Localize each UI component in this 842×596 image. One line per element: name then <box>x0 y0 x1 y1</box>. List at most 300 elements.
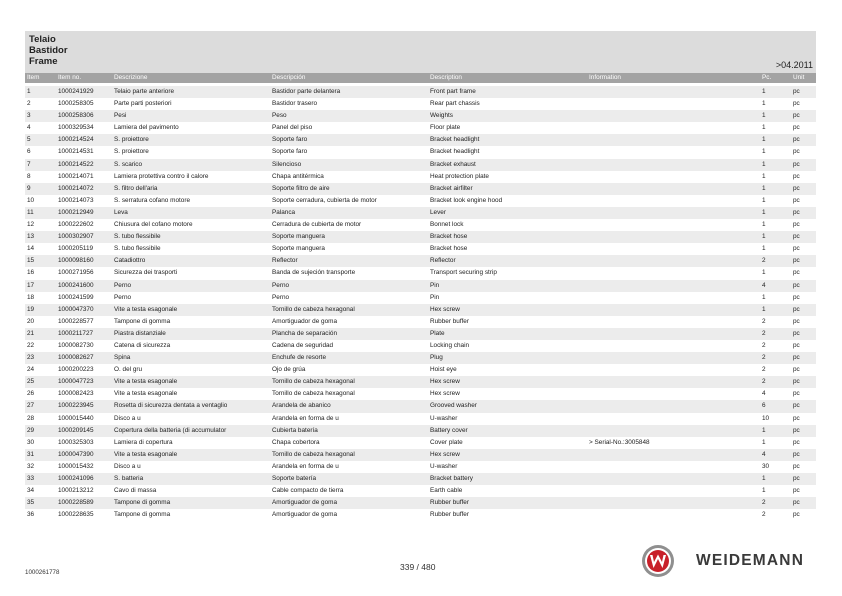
col-description-it: Descrizione <box>114 74 148 81</box>
cell-description-en: Grooved washer <box>430 402 477 410</box>
cell-description-en: Hex screw <box>430 305 460 313</box>
cell-item-no: 1000241600 <box>58 281 94 289</box>
cell-item: 29 <box>27 426 35 434</box>
cell-description-en: Bracket look engine hood <box>430 196 503 204</box>
cell-pieces: 1 <box>762 124 766 132</box>
cell-description-it: Disco a u <box>114 462 141 470</box>
cell-description-en: Battery cover <box>430 426 468 434</box>
cell-description-en: Lever <box>430 208 446 216</box>
cell-description-en: Hoist eye <box>430 366 457 374</box>
cell-unit: pc <box>793 196 800 204</box>
cell-description-es: Amortiguador de goma <box>272 511 338 519</box>
cell-item-no: 1000015432 <box>58 462 94 470</box>
cell-pieces: 2 <box>762 257 766 265</box>
cell-item: 22 <box>27 341 35 349</box>
cell-pieces: 1 <box>762 148 766 156</box>
cell-item-no: 1000214072 <box>58 184 94 192</box>
cell-pieces: 1 <box>762 221 766 229</box>
cell-unit: pc <box>793 341 800 349</box>
cell-pieces: 1 <box>762 112 766 120</box>
table-row <box>25 352 816 364</box>
cell-pieces: 1 <box>762 136 766 144</box>
cell-description-it: Parte parti posteriori <box>114 100 172 108</box>
col-description-en: Description <box>430 74 462 81</box>
cell-description-es: Cubierta batería <box>272 426 318 434</box>
cell-item: 35 <box>27 499 35 507</box>
cell-description-en: Plate <box>430 329 445 337</box>
col-information: Information <box>589 74 621 81</box>
table-row <box>25 316 816 328</box>
cell-description-en: Hex screw <box>430 450 460 458</box>
cell-item: 12 <box>27 221 35 229</box>
cell-description-it: S. filtro dell'aria <box>114 184 158 192</box>
cell-item-no: 1000325303 <box>58 438 94 446</box>
cell-unit: pc <box>793 269 800 277</box>
table-row <box>25 267 816 279</box>
cell-item-no: 1000082730 <box>58 341 94 349</box>
cell-unit: pc <box>793 172 800 180</box>
table-row <box>25 171 816 183</box>
weidemann-w-emblem-icon <box>640 543 676 579</box>
table-row <box>25 413 816 425</box>
cell-unit: pc <box>793 160 800 168</box>
table-row <box>25 304 816 316</box>
cell-description-es: Bastidor parte delantera <box>272 88 341 95</box>
cell-unit: pc <box>793 329 800 337</box>
cell-item: 32 <box>27 462 35 470</box>
cell-item-no: 1000241599 <box>58 293 94 301</box>
cell-description-en: Bonnet lock <box>430 221 464 229</box>
cell-pieces: 1 <box>762 88 766 95</box>
table-row <box>25 461 816 473</box>
cell-item: 27 <box>27 402 35 410</box>
cell-item: 19 <box>27 305 35 313</box>
cell-pieces: 1 <box>762 160 766 168</box>
table-row <box>25 255 816 267</box>
cell-item-no: 1000047723 <box>58 378 94 386</box>
cell-pieces: 1 <box>762 426 766 434</box>
cell-unit: pc <box>793 184 800 192</box>
table-row <box>25 207 816 219</box>
col-pieces: Pc. <box>762 74 772 81</box>
table-row <box>25 400 816 412</box>
cell-unit: pc <box>793 257 800 265</box>
cell-pieces: 2 <box>762 366 766 374</box>
cell-description-en: Bracket hose <box>430 233 468 241</box>
cell-pieces: 2 <box>762 378 766 386</box>
cell-description-it: Telaio parte anteriore <box>114 88 175 95</box>
cell-description-en: Pin <box>430 281 440 289</box>
cell-unit: pc <box>793 281 800 289</box>
cell-item: 15 <box>27 257 35 265</box>
cell-description-it: Catena di sicurezza <box>114 341 171 349</box>
cell-description-es: Chapa antitérmica <box>272 172 324 180</box>
table-row <box>25 195 816 207</box>
cell-description-it: S. tubo flessibile <box>114 245 161 253</box>
cell-unit: pc <box>793 475 800 482</box>
table-row <box>25 292 816 304</box>
cell-pieces: 30 <box>762 462 770 470</box>
cell-description-it: Perno <box>114 293 132 301</box>
cell-description-es: Arandela de abanico <box>272 402 331 410</box>
cell-description-it: O. del gru <box>114 366 143 374</box>
cell-information: > Serial-No.:3005848 <box>589 438 650 446</box>
cell-description-en: Transport securing strip <box>430 269 497 277</box>
cell-item-no: 1000205119 <box>58 245 94 253</box>
cell-description-it: Piastra distanziale <box>114 329 166 337</box>
cell-item-no: 1000302907 <box>58 233 94 241</box>
cell-item-no: 1000047390 <box>58 450 94 458</box>
cell-description-es: Arandela en forma de u <box>272 462 339 470</box>
table-row <box>25 449 816 461</box>
cell-item-no: 1000329534 <box>58 124 94 132</box>
table-row <box>25 280 816 292</box>
cell-unit: pc <box>793 426 800 434</box>
cell-item: 30 <box>27 438 35 446</box>
cell-description-es: Perno <box>272 293 290 301</box>
cell-pieces: 1 <box>762 269 766 277</box>
table-row <box>25 122 816 134</box>
cell-item: 5 <box>27 136 31 144</box>
table-row <box>25 425 816 437</box>
cell-description-it: Chiusura del cofano motore <box>114 221 193 229</box>
cell-item-no: 1000214073 <box>58 196 94 204</box>
cell-description-es: Soporte batería <box>272 475 317 482</box>
cell-pieces: 1 <box>762 245 766 253</box>
cell-item: 13 <box>27 233 35 241</box>
cell-description-es: Tornillo de cabeza hexagonal <box>272 390 355 398</box>
cell-description-es: Soporte manguera <box>272 233 325 241</box>
cell-description-en: Front part frame <box>430 88 476 95</box>
cell-description-it: Vite a testa esagonale <box>114 378 178 386</box>
cell-item-no: 1000200223 <box>58 366 94 374</box>
cell-description-es: Peso <box>272 112 287 120</box>
cell-unit: pc <box>793 88 800 95</box>
cell-item-no: 1000214524 <box>58 136 94 144</box>
cell-description-it: Perno <box>114 281 132 289</box>
parts-table <box>25 86 816 521</box>
cell-description-en: U-washer <box>430 462 458 470</box>
cell-pieces: 1 <box>762 184 766 192</box>
cell-description-en: Plug <box>430 354 443 362</box>
cell-item: 16 <box>27 269 35 277</box>
cell-unit: pc <box>793 208 800 216</box>
cell-description-en: Bracket exhaust <box>430 160 476 168</box>
table-row <box>25 509 816 521</box>
cell-item-no: 1000258305 <box>58 100 94 108</box>
cell-description-en: Bracket battery <box>430 475 473 482</box>
cell-item: 26 <box>27 390 35 398</box>
cell-description-it: Cavo di massa <box>114 487 157 495</box>
cell-pieces: 2 <box>762 499 766 507</box>
cell-pieces: 1 <box>762 293 766 301</box>
cell-description-en: Rubber buffer <box>430 511 469 519</box>
cell-unit: pc <box>793 293 800 301</box>
cell-unit: pc <box>793 245 800 253</box>
cell-item: 2 <box>27 100 31 108</box>
cell-description-es: Soporte faro <box>272 148 308 156</box>
cell-unit: pc <box>793 499 800 507</box>
table-row <box>25 364 816 376</box>
cell-description-it: Vite a testa esagonale <box>114 390 178 398</box>
cell-item-no: 1000047370 <box>58 305 94 313</box>
cell-pieces: 1 <box>762 208 766 216</box>
cell-description-it: Catadiottro <box>114 257 146 265</box>
title-spanish: Bastidor <box>29 45 68 56</box>
table-row <box>25 110 816 122</box>
cell-description-en: Locking chain <box>430 341 470 349</box>
cell-item: 18 <box>27 293 35 301</box>
cell-description-en: Rubber buffer <box>430 499 469 507</box>
cell-item-no: 1000214531 <box>58 148 94 156</box>
cell-description-es: Chapa cobertora <box>272 438 320 446</box>
cell-description-en: Bracket hose <box>430 245 468 253</box>
table-row <box>25 497 816 509</box>
cell-description-it: Disco a u <box>114 414 141 422</box>
table-row <box>25 159 816 171</box>
cell-description-it: Lamiera protettiva contro il calore <box>114 172 209 180</box>
col-description-es: Descripción <box>272 74 306 81</box>
cell-description-en: Rubber buffer <box>430 317 469 325</box>
cell-item-no: 1000082627 <box>58 354 94 362</box>
cell-unit: pc <box>793 100 800 108</box>
cell-description-es: Plancha de separación <box>272 329 338 337</box>
cell-item: 4 <box>27 124 31 132</box>
table-row <box>25 98 816 110</box>
brand-name: WEIDEMANN <box>696 552 805 569</box>
table-row <box>25 183 816 195</box>
cell-description-it: Leva <box>114 208 128 216</box>
cell-item-no: 1000241096 <box>58 475 94 482</box>
cell-description-es: Tornillo de cabeza hexagonal <box>272 378 355 386</box>
cell-item-no: 1000212949 <box>58 208 94 216</box>
cell-item-no: 1000228577 <box>58 317 94 325</box>
cell-description-en: Bracket airfilter <box>430 184 473 192</box>
cell-item: 3 <box>27 112 31 120</box>
cell-description-en: Bracket headlight <box>430 136 480 144</box>
cell-description-es: Ojo de grúa <box>272 366 306 374</box>
cell-unit: pc <box>793 112 800 120</box>
table-row <box>25 231 816 243</box>
cell-description-es: Soporte cerradura, cubierta de motor <box>272 196 377 204</box>
cell-description-es: Silencioso <box>272 160 302 168</box>
cell-pieces: 10 <box>762 414 770 422</box>
cell-item: 6 <box>27 148 31 156</box>
cell-description-en: Pin <box>430 293 440 301</box>
table-row <box>25 340 816 352</box>
table-row <box>25 473 816 485</box>
page-header <box>25 31 816 73</box>
cell-pieces: 1 <box>762 305 766 313</box>
cell-description-es: Tornillo de cabeza hexagonal <box>272 305 355 313</box>
cell-description-it: S. proiettore <box>114 136 149 144</box>
cell-item: 31 <box>27 450 35 458</box>
col-item: Item <box>27 74 40 81</box>
cell-item: 11 <box>27 208 34 216</box>
cell-item: 20 <box>27 317 35 325</box>
cell-pieces: 2 <box>762 317 766 325</box>
cell-pieces: 4 <box>762 281 766 289</box>
cell-description-es: Panel del piso <box>272 124 313 132</box>
cell-description-it: Lamiera di copertura <box>114 438 173 446</box>
cell-item: 14 <box>27 245 35 253</box>
page-number: 339 / 480 <box>400 562 436 572</box>
cell-description-en: Reflector <box>430 257 456 265</box>
cell-description-it: S. scarico <box>114 160 143 168</box>
cell-item-no: 1000228635 <box>58 511 94 519</box>
cell-item-no: 1000214522 <box>58 160 94 168</box>
table-row <box>25 146 816 158</box>
cell-item: 36 <box>27 511 35 519</box>
table-row <box>25 328 816 340</box>
cell-description-es: Soporte faro <box>272 136 308 144</box>
cell-item-no: 1000271956 <box>58 269 94 277</box>
cell-description-en: Floor plate <box>430 124 461 132</box>
cell-unit: pc <box>793 487 800 495</box>
cell-description-es: Bastidor trasero <box>272 100 318 108</box>
cell-unit: pc <box>793 390 800 398</box>
cell-pieces: 1 <box>762 438 766 446</box>
cell-description-es: Arandela en forma de u <box>272 414 339 422</box>
cell-description-es: Soporte filtro de aire <box>272 184 330 192</box>
cell-description-it: Copertura della batteria (di accumulator <box>114 426 227 434</box>
cell-description-it: Vite a testa esagonale <box>114 305 178 313</box>
cell-pieces: 6 <box>762 402 766 410</box>
cell-pieces: 2 <box>762 354 766 362</box>
cell-item-no: 1000241929 <box>58 88 94 95</box>
cell-description-it: S. proiettore <box>114 148 149 156</box>
cell-item-no: 1000228589 <box>58 499 94 507</box>
table-row <box>25 388 816 400</box>
cell-item: 1 <box>27 88 31 95</box>
cell-unit: pc <box>793 233 800 241</box>
cell-pieces: 1 <box>762 487 766 495</box>
cell-unit: pc <box>793 221 800 229</box>
cell-item-no: 1000223945 <box>58 402 94 410</box>
table-row <box>25 376 816 388</box>
cell-item: 34 <box>27 487 35 495</box>
cell-pieces: 2 <box>762 329 766 337</box>
cell-item: 10 <box>27 196 35 204</box>
cell-pieces: 1 <box>762 100 766 108</box>
cell-description-es: Tornillo de cabeza hexagonal <box>272 450 355 458</box>
cell-pieces: 1 <box>762 172 766 180</box>
cell-description-en: Cover plate <box>430 438 463 446</box>
cell-description-es: Soporte manguera <box>272 245 325 253</box>
cell-unit: pc <box>793 366 800 374</box>
cell-item: 28 <box>27 414 35 422</box>
cell-item: 24 <box>27 366 35 374</box>
cell-description-en: Hex screw <box>430 378 460 386</box>
cell-description-es: Perno <box>272 281 290 289</box>
table-row <box>25 243 816 255</box>
cell-item-no: 1000211727 <box>58 329 94 337</box>
cell-description-it: Vite a testa esagonale <box>114 450 178 458</box>
cell-description-es: Cerradura de cubierta de motor <box>272 221 362 229</box>
cell-description-it: Tampone di gomma <box>114 317 171 325</box>
table-row <box>25 86 816 98</box>
document-number: 1000261778 <box>25 569 60 576</box>
table-row <box>25 437 816 449</box>
cell-unit: pc <box>793 148 800 156</box>
col-item-no: Item no. <box>58 74 82 81</box>
cell-item: 7 <box>27 160 31 168</box>
cell-description-es: Reflector <box>272 257 298 265</box>
cell-pieces: 4 <box>762 450 766 458</box>
cell-description-es: Cadena de seguridad <box>272 341 334 349</box>
cell-description-es: Enchufe de resorte <box>272 354 326 362</box>
cell-item: 8 <box>27 172 31 180</box>
cell-item-no: 1000213212 <box>58 487 94 495</box>
cell-description-it: Rosetta di sicurezza dentata a ventaglio <box>114 402 228 410</box>
cell-item: 17 <box>27 281 35 289</box>
cell-item-no: 1000222602 <box>58 221 94 229</box>
weidemann-logo <box>640 543 816 579</box>
cell-unit: pc <box>793 305 800 313</box>
cell-description-es: Cable compacto de tierra <box>272 487 344 495</box>
cell-description-en: Bracket headlight <box>430 148 480 156</box>
cell-item: 25 <box>27 378 35 386</box>
cell-description-en: Rear part chassis <box>430 100 480 108</box>
cell-item-no: 1000082423 <box>58 390 94 398</box>
cell-item: 33 <box>27 475 35 482</box>
cell-unit: pc <box>793 462 800 470</box>
cell-item-no: 1000015440 <box>58 414 94 422</box>
cell-description-en: Hex screw <box>430 390 460 398</box>
cell-description-en: Earth cable <box>430 487 463 495</box>
cell-unit: pc <box>793 450 800 458</box>
cell-item-no: 1000209145 <box>58 426 94 434</box>
cell-pieces: 4 <box>762 390 766 398</box>
title-italian: Telaio <box>29 34 56 45</box>
column-header-row <box>25 73 816 83</box>
cell-description-es: Banda de sujeción transporte <box>272 269 356 277</box>
table-row <box>25 219 816 231</box>
cell-unit: pc <box>793 402 800 410</box>
cell-description-es: Amortiguador de goma <box>272 317 338 325</box>
table-row <box>25 485 816 497</box>
cell-item-no: 1000214071 <box>58 172 94 180</box>
validity-date: >04.2011 <box>775 60 813 70</box>
cell-description-it: Pesi <box>114 112 127 120</box>
cell-description-es: Amortiguador de goma <box>272 499 338 507</box>
table-row <box>25 134 816 146</box>
cell-pieces: 2 <box>762 341 766 349</box>
cell-description-it: S. batteria <box>114 475 144 482</box>
cell-unit: pc <box>793 124 800 132</box>
cell-unit: pc <box>793 354 800 362</box>
cell-unit: pc <box>793 511 800 519</box>
cell-item: 21 <box>27 329 35 337</box>
cell-description-it: Lamiera del pavimento <box>114 124 179 132</box>
cell-unit: pc <box>793 378 800 386</box>
cell-item-no: 1000258306 <box>58 112 94 120</box>
cell-description-it: Tampone di gomma <box>114 511 171 519</box>
cell-unit: pc <box>793 136 800 144</box>
cell-unit: pc <box>793 414 800 422</box>
cell-description-it: Sicurezza dei trasporti <box>114 269 178 277</box>
col-unit: Unit <box>793 74 805 81</box>
cell-description-it: Tampone di gomma <box>114 499 171 507</box>
cell-unit: pc <box>793 317 800 325</box>
cell-pieces: 1 <box>762 196 766 204</box>
cell-item: 9 <box>27 184 31 192</box>
cell-description-en: Heat protection plate <box>430 172 489 180</box>
cell-description-it: S. serratura cofano motore <box>114 196 191 204</box>
cell-unit: pc <box>793 438 800 446</box>
cell-pieces: 1 <box>762 475 766 482</box>
cell-item: 23 <box>27 354 35 362</box>
